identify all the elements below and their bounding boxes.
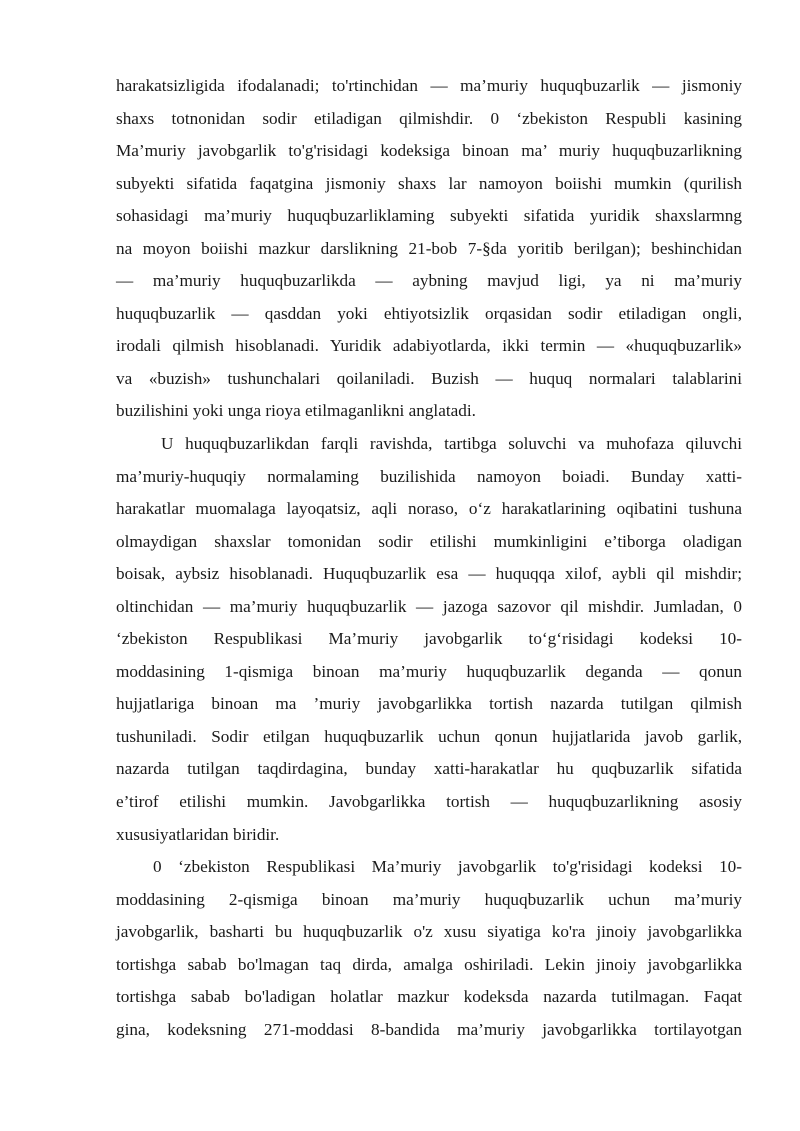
text-line: nazarda tutilgan taqdirdagina, bunday xatti-harakatlar hu quqbuzarlik sifatida [116,759,742,779]
text-line: buzilishini yoki unga rioya etilmaganlikni anglatadi. [116,401,476,421]
text-line: tortishga sabab bo'lmagan taq dirda, amalga oshiriladi. Lekin jinoiy javobgarlikka [116,954,742,974]
text-line: harakatlar muomalaga layoqatsiz, aqli noraso, o‘z harakatlarining oqibatini tushuna [116,499,742,519]
paragraph-1 [116,70,742,428]
text-line: e’tirof etilishi mumkin. Javobgarlikka tortish — huquqbuzarlikning asosiy [116,792,742,812]
text-line: javobgarlik, basharti bu huquqbuzarlik o'z xusu siyatiga ko'ra jinoiy javobgarlikka [116,922,742,942]
text-line: xususiyatlaridan biridir. [116,824,280,844]
text-line: olmaydigan shaxslar tomonidan sodir etilishi mumkinligini e’tiborga oladigan [116,531,742,551]
text-line: ma’muriy-huquqiy normalaming buzilishida namoyon boiadi. Bunday xatti- [116,466,742,486]
text-line: na moyon boiishi mazkur darslikning 21-bob 7-§da yoritib berilgan); beshinchidan [116,238,742,258]
text-line: harakatsizligida ifodalanadi; to'rtinchidan — ma’muriy huquqbuzarlik — jismoniy [116,76,742,95]
text-line: ‘zbekiston Respublikasi Ma’muriy javobgarlik to‘g‘risidagi kodeksi 10- [116,629,742,649]
document-page [116,70,742,1046]
text-line: tushuniladi. Sodir etilgan huquqbuzarlik uchun qonun hujjatlarida javob garlik, [116,726,742,746]
paragraph-2 [116,428,742,851]
text-line: irodali qilmish hisoblanadi. Yuridik adabiyotlarda, ikki termin — «huquqbuzarlik» [116,336,742,356]
text-line: subyekti sifatida faqatgina jismoniy shaxs lar namoyon boiishi mumkin (qurilish [116,173,742,193]
text-line: va «buzish» tushunchalari qoilaniladi. Buzish — huquq normalari talablarini [116,368,742,388]
text-line: 0 ‘zbekiston Respublikasi Ma’muriy javobgarlik to'g'risidagi kodeksi 10- [153,857,742,877]
text-line: tortishga sabab bo'ladigan holatlar mazkur kodeksda nazarda tutilmagan. Faqat [116,987,742,1007]
text-line: huquqbuzarlik — qasddan yoki ehtiyotsizlik orqasidan sodir etiladigan ongli, [116,303,742,323]
text-line: — ma’muriy huquqbuzarlikda — aybning mavjud ligi, ya ni ma’muriy [116,271,742,291]
text-line: sohasidagi ma’muriy huquqbuzarliklaming subyekti sifatida yuridik shaxslarmng [116,206,742,226]
text-line: gina, kodeksning 271-moddasi 8-bandida ma’muriy javobgarlikka tortilayotgan [116,1019,742,1039]
text-line: oltinchidan — ma’muriy huquqbuzarlik — jazoga sazovor qil mishdir. Jumladan, 0 [116,596,742,616]
text-line: shaxs totnonidan sodir etiladigan qilmishdir. 0 ‘zbekiston Respubli kasining [116,108,742,128]
paragraph-3 [116,851,742,1046]
text-line: moddasining 2-qismiga binoan ma’muriy huquqbuzarlik uchun ma’muriy [116,889,742,909]
text-line: Ma’muriy javobgarlik to'g'risidagi kodeksiga binoan ma’ muriy huquqbuzarlikning [116,141,742,161]
text-line: boisak, aybsiz hisoblanadi. Huquqbuzarlik esa — huquqqa xilof, aybli qil mishdir; [116,564,742,584]
text-line: U huquqbuzarlikdan farqli ravishda, tartibga soluvchi va muhofaza qiluvchi [161,434,742,454]
text-line: hujjatlariga binoan ma ’muriy javobgarlikka tortish nazarda tutilgan qilmish [116,694,742,714]
text-line: moddasining 1-qismiga binoan ma’muriy huquqbuzarlik deganda — qonun [116,661,742,681]
